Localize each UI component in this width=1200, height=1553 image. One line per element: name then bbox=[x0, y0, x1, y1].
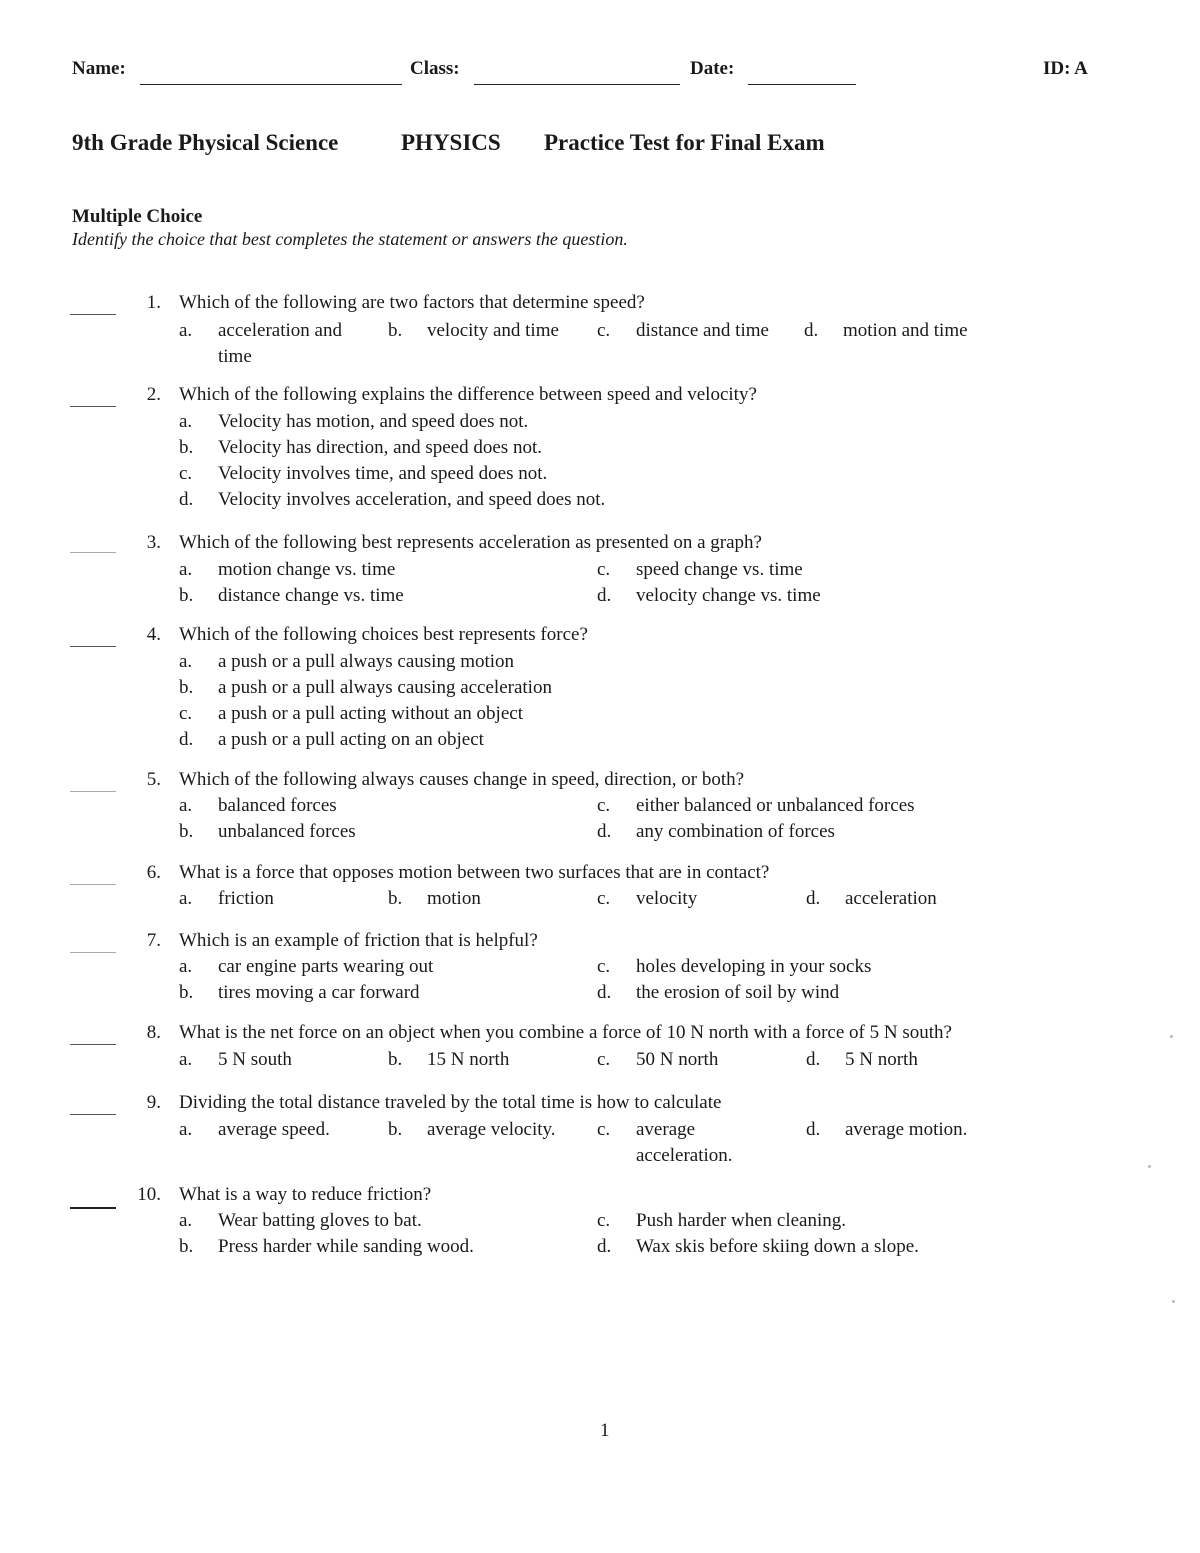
answer-blank[interactable] bbox=[70, 314, 116, 315]
option-label: a. bbox=[179, 411, 193, 432]
option-label: c. bbox=[597, 1119, 611, 1140]
question-number: 10. bbox=[137, 1184, 161, 1205]
option-text: balanced forces bbox=[218, 795, 337, 816]
class-field[interactable] bbox=[474, 84, 680, 85]
page-number: 1 bbox=[600, 1420, 610, 1441]
option-label: c. bbox=[597, 956, 611, 977]
option-label: b. bbox=[388, 1119, 403, 1140]
option-label: b. bbox=[388, 1049, 403, 1070]
question-number: 6. bbox=[146, 862, 161, 883]
option-text: 15 N north bbox=[427, 1049, 510, 1070]
option-text: Push harder when cleaning. bbox=[636, 1210, 846, 1231]
option-label: a. bbox=[179, 1210, 193, 1231]
test-title: Practice Test for Final Exam bbox=[544, 130, 825, 155]
option-label: c. bbox=[597, 1210, 611, 1231]
option-label: c. bbox=[597, 320, 611, 341]
option-text: distance and time bbox=[636, 320, 769, 341]
option-text: a push or a pull acting without an object bbox=[218, 703, 523, 724]
option-text: Velocity has direction, and speed does not. bbox=[218, 437, 542, 458]
option-label: c. bbox=[597, 559, 611, 580]
option-label: b. bbox=[179, 982, 194, 1003]
option-label: a. bbox=[179, 795, 193, 816]
section-instructions: Identify the choice that best completes the statement or answers the question. bbox=[72, 229, 628, 249]
option-text: Wear batting gloves to bat. bbox=[218, 1210, 422, 1231]
option-label: d. bbox=[597, 982, 612, 1003]
answer-blank[interactable] bbox=[70, 952, 116, 953]
option-text: either balanced or unbalanced forces bbox=[636, 795, 915, 816]
option-text: average acceleration. bbox=[636, 1119, 733, 1166]
option-label: d. bbox=[179, 729, 194, 750]
question-number: 1. bbox=[146, 292, 161, 313]
course-title: 9th Grade Physical Science bbox=[72, 130, 339, 155]
question-text: Dividing the total distance traveled by the total time is how to calculate bbox=[179, 1092, 722, 1113]
option-label: a. bbox=[179, 1049, 193, 1070]
option-text: a push or a pull always causing acceleration bbox=[218, 677, 552, 698]
option-label: c. bbox=[179, 463, 193, 484]
option-text: acceleration and time bbox=[218, 320, 342, 367]
option-label: c. bbox=[597, 1049, 611, 1070]
option-label: a. bbox=[179, 651, 193, 672]
answer-blank[interactable] bbox=[70, 406, 116, 407]
option-label: b. bbox=[179, 821, 194, 842]
option-label: b. bbox=[388, 888, 403, 909]
class-label: Class: bbox=[410, 58, 460, 79]
option-text: 5 N south bbox=[218, 1049, 292, 1070]
answer-blank[interactable] bbox=[70, 1114, 116, 1115]
option-label: d. bbox=[806, 1049, 821, 1070]
option-label: b. bbox=[179, 677, 194, 698]
option-text: 50 N north bbox=[636, 1049, 719, 1070]
section-title: Multiple Choice bbox=[72, 206, 203, 227]
option-label: d. bbox=[806, 888, 821, 909]
subject-title: PHYSICS bbox=[401, 130, 501, 155]
option-label: b. bbox=[179, 1236, 194, 1257]
option-label: d. bbox=[597, 1236, 612, 1257]
question-number: 2. bbox=[146, 384, 161, 405]
option-label: d. bbox=[804, 320, 819, 341]
question-text: Which of the following explains the difference between speed and velocity? bbox=[179, 384, 757, 405]
name-label: Name: bbox=[72, 58, 126, 79]
option-text: velocity bbox=[636, 888, 698, 909]
option-text: average motion. bbox=[845, 1119, 968, 1140]
option-text: car engine parts wearing out bbox=[218, 956, 434, 977]
option-label: b. bbox=[388, 320, 403, 341]
option-label: a. bbox=[179, 1119, 193, 1140]
answer-blank[interactable] bbox=[70, 552, 116, 553]
answer-blank[interactable] bbox=[70, 1044, 116, 1045]
option-label: d. bbox=[597, 821, 612, 842]
date-field[interactable] bbox=[748, 84, 856, 85]
answer-blank[interactable] bbox=[70, 791, 116, 792]
question-text: Which of the following are two factors that determine speed? bbox=[179, 292, 645, 313]
option-text: Velocity involves time, and speed does not. bbox=[218, 463, 548, 484]
option-text: Wax skis before skiing down a slope. bbox=[636, 1236, 919, 1257]
option-text: acceleration bbox=[845, 888, 937, 909]
option-text: a push or a pull always causing motion bbox=[218, 651, 515, 672]
question-text: What is a way to reduce friction? bbox=[179, 1184, 432, 1205]
option-text: average speed. bbox=[218, 1119, 330, 1140]
answer-blank[interactable] bbox=[70, 884, 116, 885]
option-label: a. bbox=[179, 888, 193, 909]
option-text: Press harder while sanding wood. bbox=[218, 1236, 474, 1257]
question-number: 7. bbox=[146, 930, 161, 951]
question-number: 9. bbox=[146, 1092, 161, 1113]
question-text: Which of the following best represents acceleration as presented on a graph? bbox=[179, 532, 762, 553]
option-label: b. bbox=[179, 437, 194, 458]
option-label: c. bbox=[597, 795, 611, 816]
option-label: d. bbox=[597, 585, 612, 606]
option-text: motion change vs. time bbox=[218, 559, 396, 580]
option-text: 5 N north bbox=[845, 1049, 918, 1070]
option-text: distance change vs. time bbox=[218, 585, 404, 606]
option-text: a push or a pull acting on an object bbox=[218, 729, 484, 750]
question-text: Which is an example of friction that is helpful? bbox=[179, 930, 538, 951]
answer-blank[interactable] bbox=[70, 1207, 116, 1209]
id-label: ID: A bbox=[1043, 58, 1088, 79]
option-text: any combination of forces bbox=[636, 821, 835, 842]
option-label: a. bbox=[179, 956, 193, 977]
scan-speck bbox=[1148, 1165, 1151, 1168]
option-label: d. bbox=[179, 489, 194, 510]
option-label: a. bbox=[179, 559, 193, 580]
option-label: c. bbox=[179, 703, 193, 724]
question-text: What is the net force on an object when you combine a force of 10 N north with a force of 5 N south? bbox=[179, 1022, 952, 1043]
question-number: 4. bbox=[146, 624, 161, 645]
option-text: velocity and time bbox=[427, 320, 559, 341]
question-text: Which of the following always causes change in speed, direction, or both? bbox=[179, 769, 745, 790]
option-label: c. bbox=[597, 888, 611, 909]
option-text: velocity change vs. time bbox=[636, 585, 821, 606]
option-text: unbalanced forces bbox=[218, 821, 356, 842]
scan-speck bbox=[1170, 1035, 1173, 1038]
option-text: holes developing in your socks bbox=[636, 956, 872, 977]
option-label: d. bbox=[806, 1119, 821, 1140]
question-number: 5. bbox=[146, 769, 161, 790]
option-text: tires moving a car forward bbox=[218, 982, 420, 1003]
option-text: motion bbox=[427, 888, 481, 909]
option-label: a. bbox=[179, 320, 193, 341]
name-field[interactable] bbox=[140, 84, 402, 85]
question-number: 3. bbox=[146, 532, 161, 553]
question-text: What is a force that opposes motion between two surfaces that are in contact? bbox=[179, 862, 770, 883]
scan-speck bbox=[1172, 1300, 1175, 1303]
option-text: the erosion of soil by wind bbox=[636, 982, 840, 1003]
option-label: b. bbox=[179, 585, 194, 606]
option-text: motion and time bbox=[843, 320, 968, 341]
option-text: speed change vs. time bbox=[636, 559, 803, 580]
option-text: Velocity has motion, and speed does not. bbox=[218, 411, 529, 432]
option-text: friction bbox=[218, 888, 274, 909]
answer-blank[interactable] bbox=[70, 646, 116, 647]
question-text: Which of the following choices best represents force? bbox=[179, 624, 588, 645]
option-text: average velocity. bbox=[427, 1119, 556, 1140]
date-label: Date: bbox=[690, 58, 735, 79]
question-number: 8. bbox=[146, 1022, 161, 1043]
option-text: Velocity involves acceleration, and speed does not. bbox=[218, 489, 606, 510]
